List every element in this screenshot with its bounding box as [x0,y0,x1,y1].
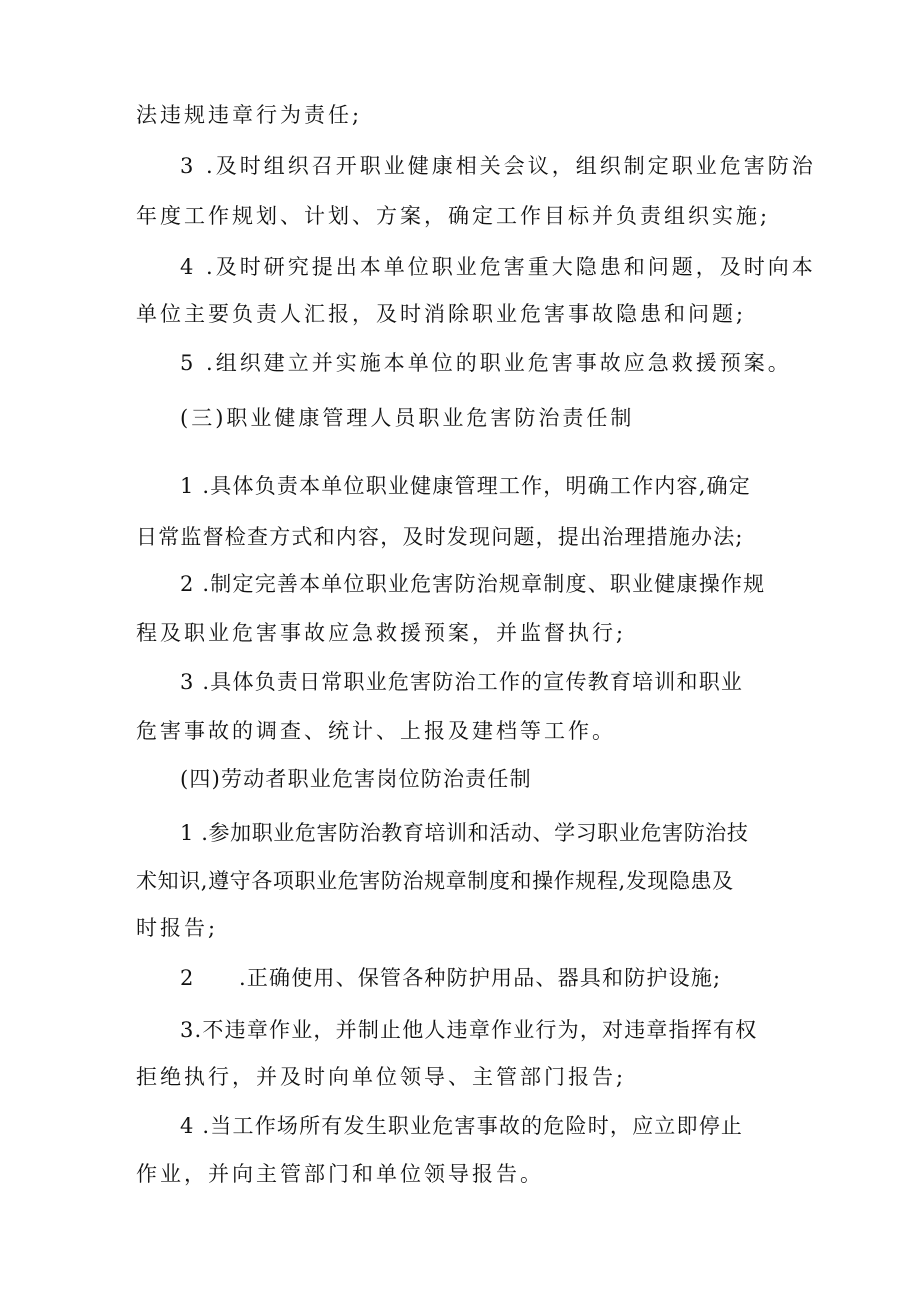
text-line-2: 3 .及时组织召开职业健康相关会议，组织制定职业危害防治 [180,154,816,178]
text-line-19: 3.不违章作业，并制止他人违章作业行为，对违章指挥有权 [180,1018,758,1042]
text-line-18: 2 .正确使用、保管各种防护用品、器具和防护设施; [180,966,722,990]
section-heading-4: (四)劳动者职业危害岗位防治责任制 [180,767,532,791]
text-line-21: 4 .当工作场所有发生职业危害事故的危险时，应立即停止 [180,1114,744,1138]
text-line-15: 1 .参加职业危害防治教育培训和活动、学习职业危害防治技 [180,821,749,845]
text-line-13: 危害事故的调查、统计、上报及建档等工作。 [136,719,616,743]
text-line-6: 5 .组织建立并实施本单位的职业危害事故应急救援预案。 [180,351,792,375]
text-line-16: 术知识,遵守各项职业危害防治规章制度和操作规程,发现隐患及 [136,869,734,893]
text-line-8: 1 .具体负责本单位职业健康管理工作，明确工作内容,确定 [180,474,751,498]
text-line-11: 程及职业危害事故应急救援预案，并监督执行; [136,621,627,645]
text-line-5: 单位主要负责人汇报，及时消除职业危害事故隐患和问题; [136,302,747,326]
text-line-20: 拒绝执行，并及时向单位领导、主管部门报告; [136,1065,627,1089]
text-line-22: 作业，并向主管部门和单位领导报告。 [136,1162,544,1186]
text-line-4: 4 .及时研究提出本单位职业危害重大隐患和问题，及时向本 [180,255,816,279]
text-line-1: 法违规违章行为责任; [136,103,363,127]
text-line-3: 年度工作规划、计划、方案，确定工作目标并负责组织实施; [136,204,771,228]
text-line-10: 2 .制定完善本单位职业危害防治规章制度、职业健康操作规 [180,572,766,596]
section-heading-3: (三)职业健康管理人员职业危害防治责任制 [180,406,635,430]
text-line-9: 日常监督检查方式和内容，及时发现问题，提出治理措施办法; [136,525,744,549]
text-line-17: 时报告; [136,916,219,940]
text-line-12: 3 .具体负责日常职业危害防治工作的宣传教育培训和职业 [180,670,744,694]
